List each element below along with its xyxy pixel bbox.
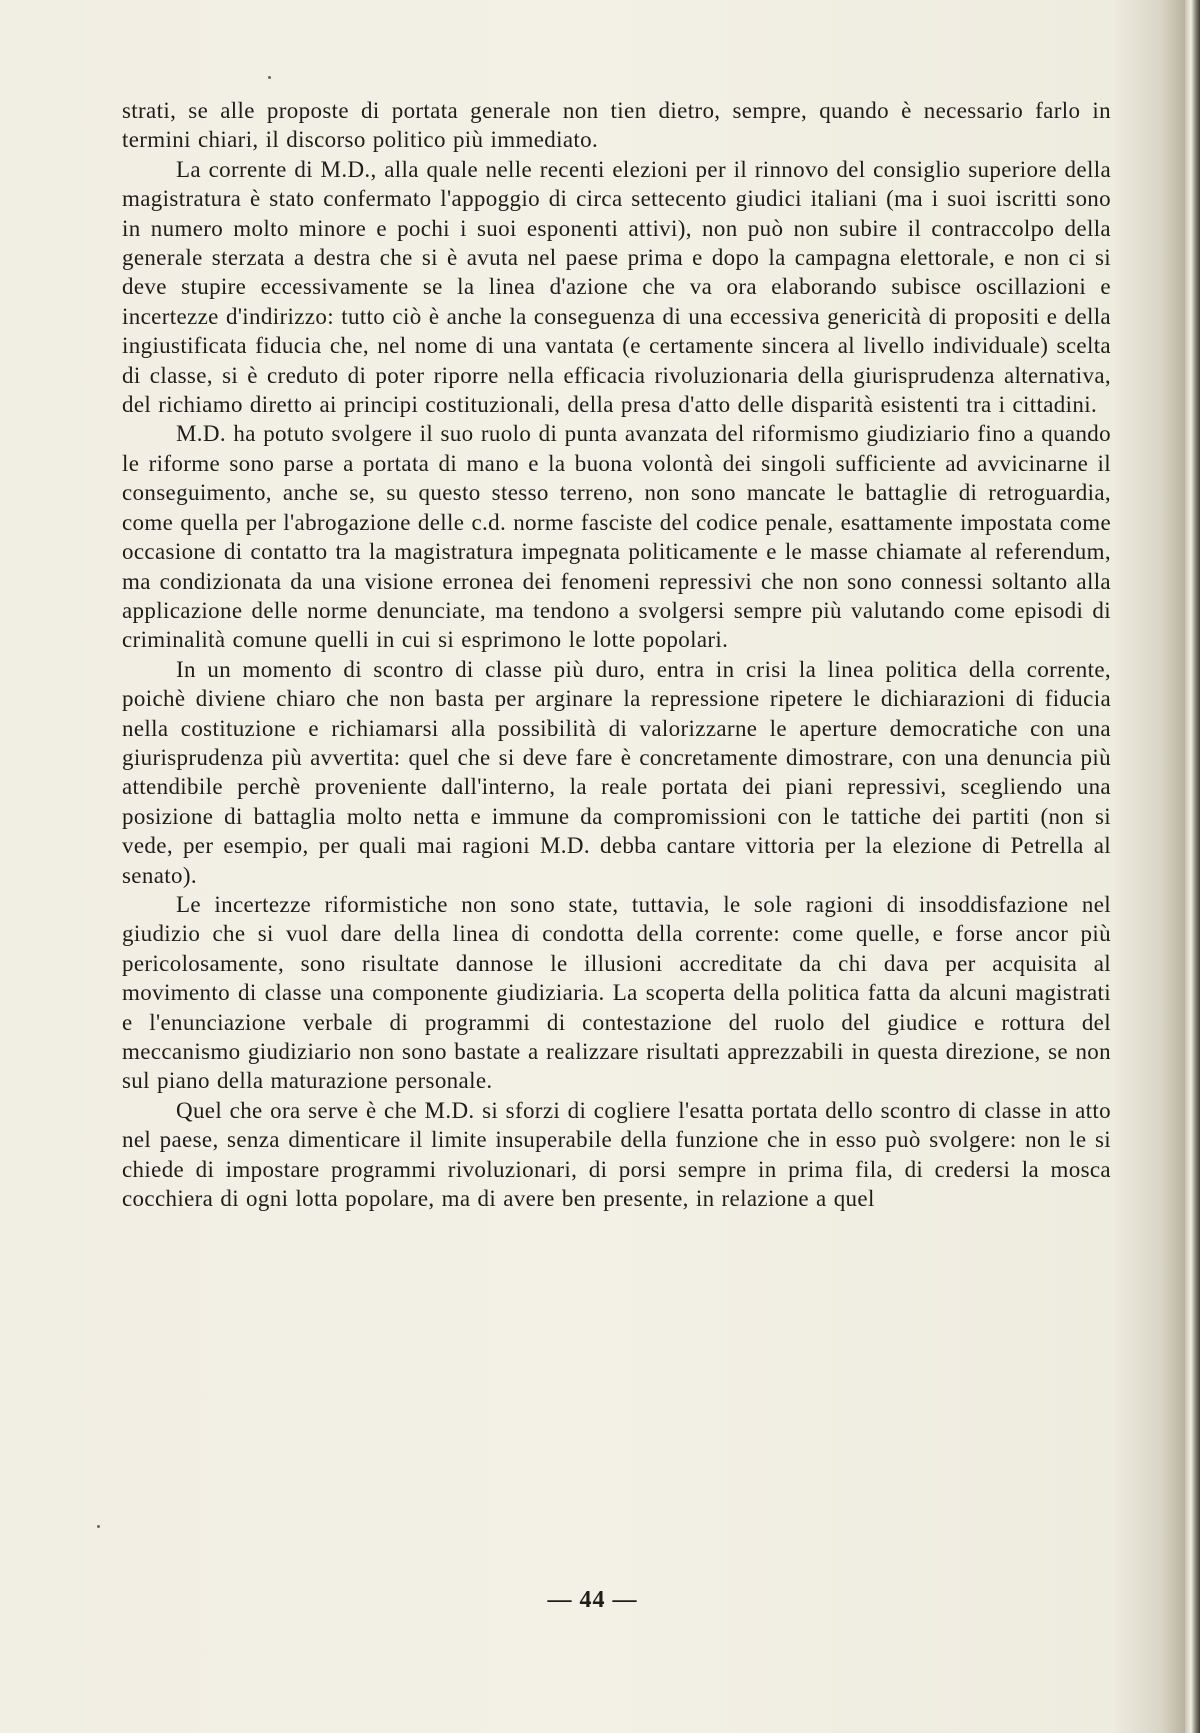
body-text <box>122 96 1111 1213</box>
paragraph: strati, se alle proposte di portata generale non tien dietro, sempre, quando è necessario farlo in termini chiari, il discorso politico più immediato. <box>122 98 1111 153</box>
paragraph: M.D. ha potuto svolgere il suo ruolo di punta avanzata del riformismo giudiziario fino a quando le riforme sono parse a portata di mano e la buona volontà dei singoli sufficiente ad avvicinarne il conseguimento, anche se, su questo stesso terreno, non sono mancate le battaglie di retroguardia, come quella per l'abrogazione delle c.d. norme fasciste del codice penale, esattamente impostata come occasione di contatto tra la magistratura impegnata politicamente e le masse chiamate al referendum, ma condizionata da una visione erronea dei fenomeni repressivi che non sono connessi soltanto alla applicazione delle norme denunciate, ma tendono a svolgersi sempre più valutando come episodi di criminalità comune quelli in cui si esprimono le lotte popolari. <box>122 421 1111 653</box>
paragraph: In un momento di scontro di classe più duro, entra in crisi la linea politica della corrente, poichè diviene chiaro che non basta per arginare la repressione ripetere le dichiarazioni di fiducia nella costituzione e richiamarsi alla possibilità di valorizzarne le aperture democratiche con una giurisprudenza più avvertita: quel che si deve fare è concretamente dimostrare, con una denuncia più attendibile perchè proveniente dall'interno, la reale portata dei piani repressivi, scegliendo una posizione di battaglia molto netta e immune da compromissioni con le tattiche dei partiti (non si vede, per esempio, per quali mai ragioni M.D. debba cantare vittoria per la elezione di Petrella al senato). <box>122 656 1111 888</box>
paper-speck <box>97 1525 100 1528</box>
page-number: — 44 — <box>547 1587 638 1613</box>
paragraph: La corrente di M.D., alla quale nelle recenti elezioni per il rinnovo del consiglio superiore della magistratura è stato confermato l'appoggio di circa settecento giudici italiani (ma i suoi iscritti sono in numero molto minore e pochi i suoi esponenti attivi), non può non subire il contraccolpo della generale sterzata a destra che si è avuta nel paese prima e dopo la campagna elettorale, e non ci si deve stupire eccessivamente se la linea d'azione che va ora elaborando subisce oscillazioni e incertezze d'indirizzo: tutto ciò è anche la conseguenza di una eccessiva genericità di propositi e della ingiustificata fiducia che, nel nome di una vantata (e certamente sincera al livello individuale) scelta di classe, si è creduto di poter riporre nella efficacia rivoluzionaria della giurisprudenza alternativa, del richiamo diretto ai principi costituzionali, della presa d'atto delle disparità esistenti tra i cittadini. <box>122 156 1111 418</box>
paper-speck <box>268 76 271 79</box>
paragraph: Le incertezze riformistiche non sono state, tuttavia, le sole ragioni di insoddisfazione nel giudizio che si vuol dare della linea di condotta della corrente: come quelle, e forse ancor più pericolosamente, sono risultate dannose le illusioni accreditate da chi dava per acquisita al movimento di classe una componente giudiziaria. La scoperta della politica fatta da alcuni magistrati e l'enunciazione verbale di programmi di contestazione del ruolo del giudice e rottura del meccanismo giudiziario non sono bastate a realizzare risultati apprezzabili in questa direzione, se non sul piano della maturazione personale. <box>122 891 1111 1094</box>
paragraph: Quel che ora serve è che M.D. si sforzi di cogliere l'esatta portata dello scontro di classe in atto nel paese, senza dimenticare il limite insuperabile della funzione che in esso può svolgere: non le si chiede di impostare programmi rivoluzionari, di porsi sempre in prima fila, di credersi la mosca cocchiera di ogni lotta popolare, ma di avere ben presente, in relazione a quel <box>122 1097 1111 1212</box>
page-edge-shadow <box>1185 0 1200 1733</box>
